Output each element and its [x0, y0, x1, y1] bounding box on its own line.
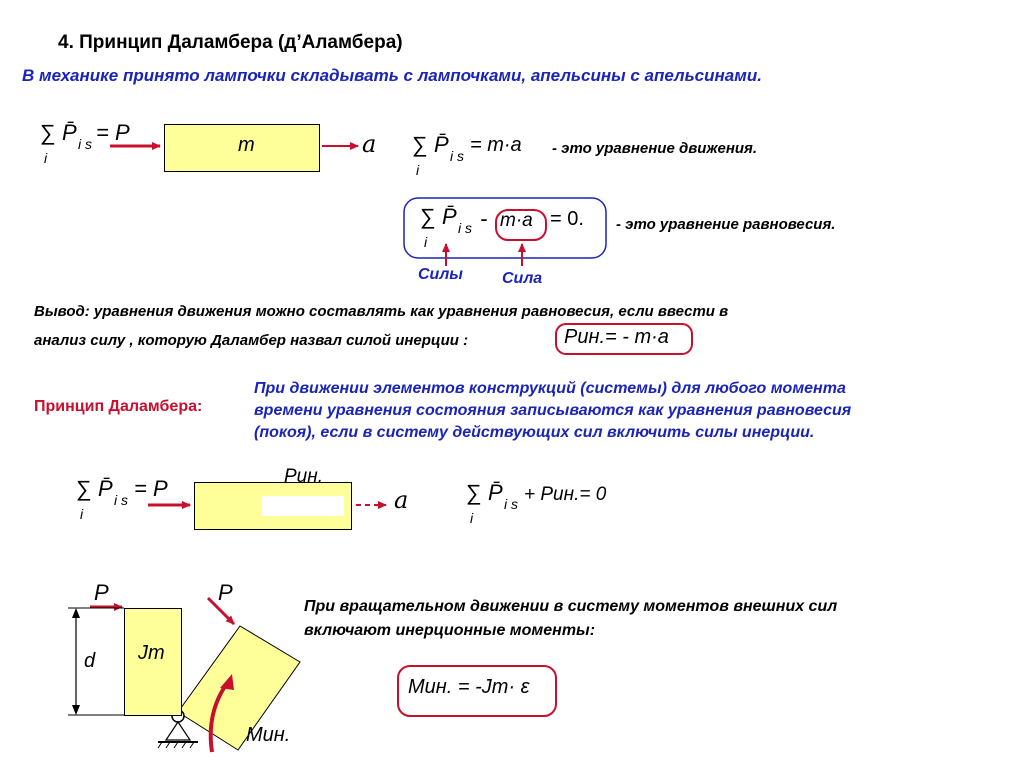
m-inertia-label: Mин.	[246, 724, 291, 746]
mass-label: m	[238, 134, 255, 156]
conclusion-line1: Вывод: уравнения движения можно составлять как уравнения равновесия, если ввести в	[34, 303, 729, 320]
principle-label: Принцип Даламбера:	[34, 398, 203, 415]
sum-index-3: i	[424, 234, 428, 250]
label-force: Сила	[502, 270, 543, 287]
principle-line2: времени уравнения состояния записываются как уравнения равновесия	[254, 402, 852, 419]
j-label: Jm	[138, 642, 165, 664]
sum-symbol-4: ∑	[76, 476, 92, 501]
conclusion-line2: анализ силу , которую Даламбер назвал силой инерции :	[34, 332, 469, 349]
label-forces: Силы	[418, 266, 463, 283]
eq-p-2: = P	[134, 476, 168, 501]
force-p-bar-2: P̄	[434, 132, 449, 157]
equilibrium-ma: m·a	[500, 210, 533, 231]
force-p-bar-5: P̄	[488, 480, 503, 505]
p-left-label: P	[94, 580, 109, 605]
p-inertia-label: Pин.	[284, 466, 323, 487]
sum-symbol-2: ∑	[412, 132, 428, 157]
equilibrium-zero: = 0.	[550, 208, 584, 230]
rotation-text-line2: включают инерционные моменты:	[304, 622, 596, 639]
sum-index-5: i	[470, 510, 474, 526]
force-p-bar-4: P̄	[98, 476, 113, 501]
d-label: d	[84, 650, 96, 672]
sum-with-inertia: + Pин.= 0	[524, 484, 607, 505]
principle-line1: При движении элементов конструкций (системы) для любого момента	[254, 380, 846, 397]
sum-symbol: ∑	[40, 120, 56, 145]
page-subtitle: В механике принято лампочки складывать с лампочками, апельсины с апельсинами.	[22, 66, 762, 85]
pivot-support	[166, 722, 190, 740]
inertia-cutout	[262, 496, 344, 516]
sum-index-4: i	[80, 506, 84, 522]
motion-rhs: = m·a	[470, 134, 522, 156]
dim-arrow-top	[72, 608, 80, 618]
force-p-bar: P̄	[62, 120, 77, 145]
subscript-is-4: i s	[114, 492, 128, 508]
subscript-is-2: i s	[450, 148, 464, 164]
dim-arrow-bottom	[72, 705, 80, 715]
subscript-is-5: i s	[504, 496, 518, 512]
sum-index: i	[44, 150, 48, 166]
principle-line3: (покоя), если в систему действующих сил включить силы инерции.	[254, 424, 815, 441]
inertia-force-formula: Pин.= - m·a	[564, 326, 669, 348]
sum-index-2: i	[416, 162, 420, 178]
p-right-label: P	[218, 580, 233, 605]
rotation-text-line1: При вращательном движении в систему моментов внешних сил	[304, 598, 838, 615]
equilibrium-note: - это уравнение равновесия.	[616, 216, 836, 233]
acc-label-2: a	[394, 486, 409, 514]
motion-note: - это уравнение движения.	[552, 140, 758, 157]
subscript-is: i s	[78, 136, 92, 152]
subscript-is-3: i s	[458, 220, 472, 236]
acc-label: a	[362, 130, 377, 158]
force-p-bar-3: P̄	[442, 204, 457, 229]
moment-formula: Mин. = -Jm· ε	[408, 676, 530, 698]
page-title: 4. Принцип Даламбера (д’Аламбера)	[58, 32, 403, 53]
sum-symbol-5: ∑	[466, 480, 482, 505]
equilibrium-minus: -	[480, 206, 488, 231]
sum-symbol-3: ∑	[420, 204, 436, 229]
eq-p: = P	[96, 120, 130, 145]
